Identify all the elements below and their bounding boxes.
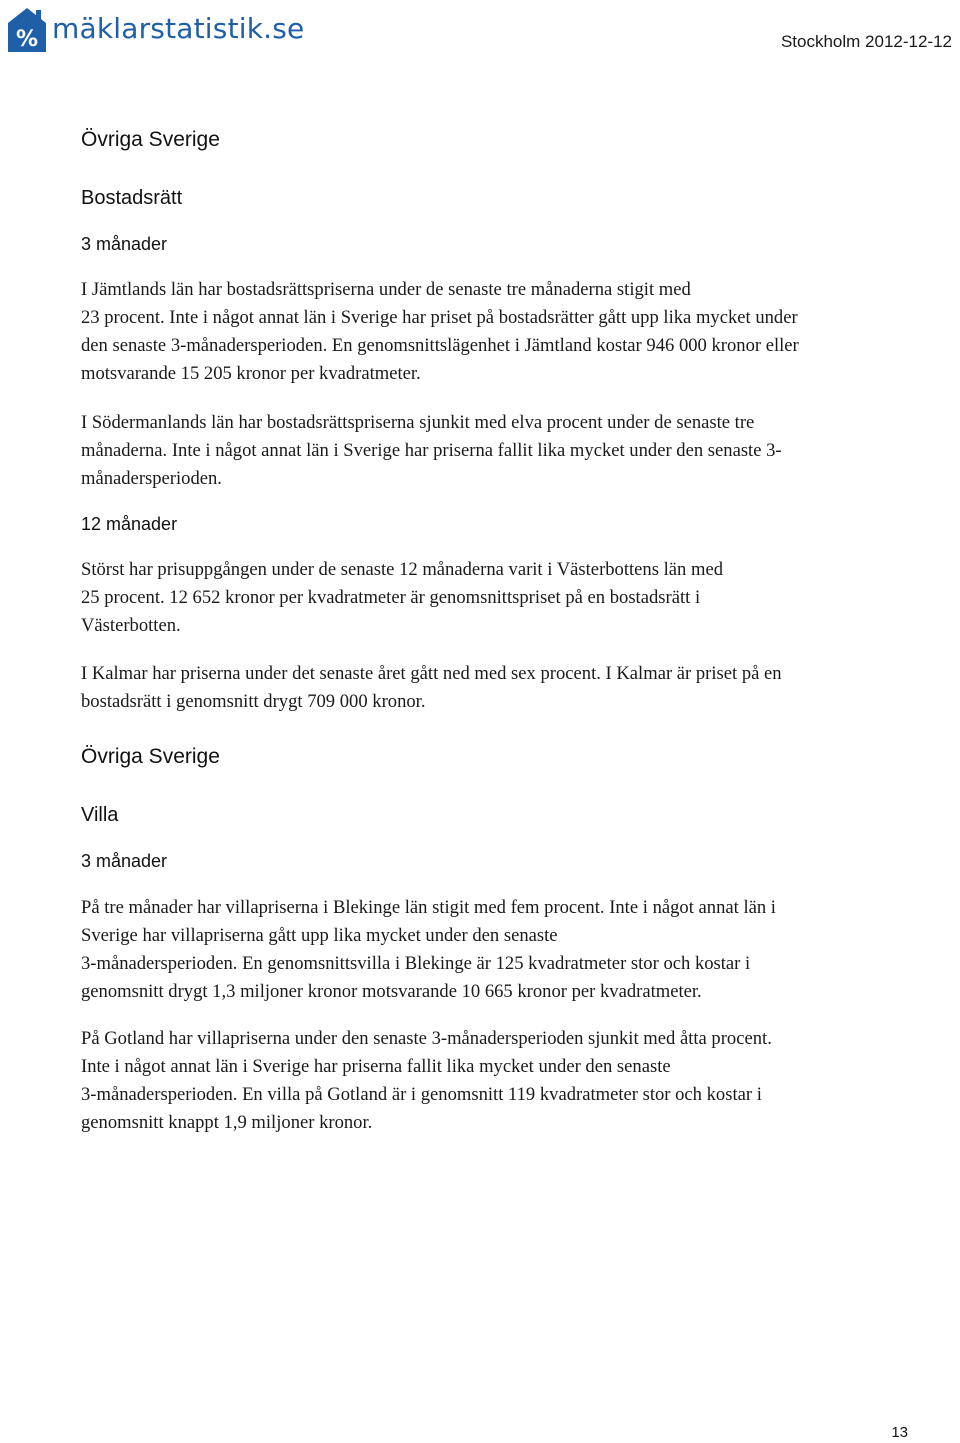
page-header	[0, 0, 960, 62]
text-line: I Jämtlands län har bostadsrättspriserna under de senaste tre månaderna stigit med	[81, 279, 691, 300]
paragraph	[81, 660, 891, 716]
text-line: månaderna. Inte i något annat län i Sverige har priserna fallit lika mycket under den senaste 3-	[81, 440, 782, 461]
period-heading: 3 månader	[81, 234, 168, 254]
logo	[6, 6, 304, 54]
paragraph	[81, 556, 891, 640]
text-line: På Gotland har villapriserna under den senaste 3-månadersperioden sjunkit med åtta procent.	[81, 1028, 772, 1049]
paragraph	[81, 409, 891, 493]
logo-name: mäklarstatistik	[52, 12, 264, 45]
text-line: 25 procent. 12 652 kronor per kvadratmeter är genomsnittspriset på en bostadsrätt i	[81, 587, 701, 608]
period-heading: 3 månader	[81, 851, 168, 871]
page-number: 13	[891, 1424, 908, 1441]
text-line: Störst har prisuppgången under de senaste 12 månaderna varit i Västerbottens län med	[81, 559, 723, 580]
text-line: Inte i något annat län i Sverige har priserna fallit lika mycket under den senaste	[81, 1056, 671, 1077]
header-date: Stockholm 2012-12-12	[780, 32, 952, 51]
section-subtitle: Bostadsrätt	[81, 187, 183, 209]
house-percent-icon	[6, 6, 48, 54]
svg-text:%: %	[15, 27, 39, 52]
text-line: genomsnitt drygt 1,3 miljoner kronor motsvarande 10 665 kronor per kvadratmeter.	[81, 981, 702, 1002]
text-line: I Södermanlands län har bostadsrättspriserna sjunkit med elva procent under de senaste tre	[81, 412, 755, 433]
text-line: Västerbotten.	[81, 615, 181, 636]
text-line: månadersperioden.	[81, 468, 222, 489]
section-title: Övriga Sverige	[81, 128, 220, 151]
text-line: 3-månadersperioden. En villa på Gotland är i genomsnitt 119 kvadratmeter stor och kostar i	[81, 1084, 762, 1105]
period-heading: 12 månader	[81, 514, 178, 534]
text-line: genomsnitt knappt 1,9 miljoner kronor.	[81, 1112, 373, 1133]
section-subtitle: Villa	[81, 804, 119, 826]
text-line: bostadsrätt i genomsnitt drygt 709 000 kronor.	[81, 691, 426, 712]
paragraph	[81, 1025, 891, 1137]
text-line: På tre månader har villapriserna i Blekinge län stigit med fem procent. Inte i något annat län i	[81, 897, 776, 918]
logo-tld: .se	[263, 12, 305, 45]
paragraph	[81, 894, 891, 1006]
text-line: I Kalmar har priserna under det senaste året gått ned med sex procent. I Kalmar är priset på en	[81, 663, 782, 684]
section-title: Övriga Sverige	[81, 745, 220, 768]
text-line: den senaste 3-månadersperioden. En genomsnittslägenhet i Jämtland kostar 946 000 kronor eller	[81, 335, 799, 356]
paragraph	[81, 276, 891, 388]
text-line: 23 procent. Inte i något annat län i Sverige har priset på bostadsrätter gått upp lika mycket under	[81, 307, 798, 328]
logo-wordmark	[52, 12, 304, 45]
text-line: 3-månadersperioden. En genomsnittsvilla i Blekinge är 125 kvadratmeter stor och kostar i	[81, 953, 751, 974]
text-line: motsvarande 15 205 kronor per kvadratmeter.	[81, 363, 421, 384]
text-line: Sverige har villapriserna gått upp lika mycket under den senaste	[81, 925, 558, 946]
